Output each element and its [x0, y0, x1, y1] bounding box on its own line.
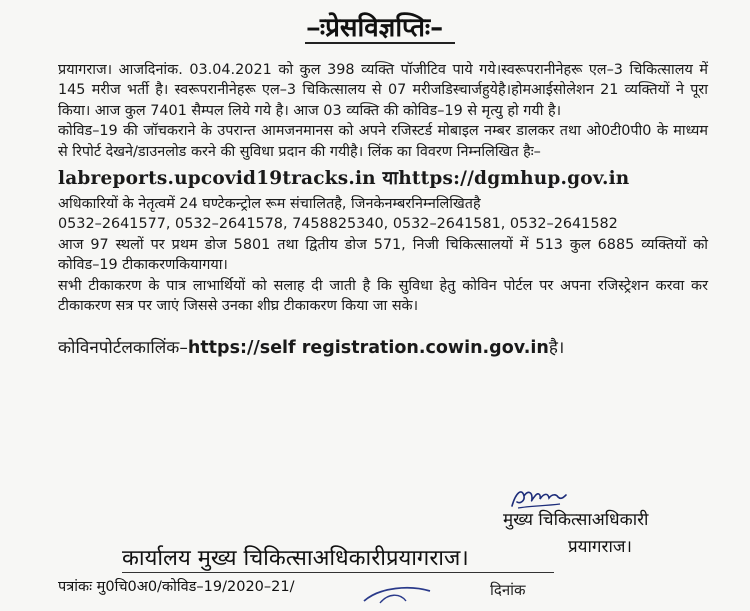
- signatory-title: मुख्य चिकित्साअधिकारी: [503, 510, 649, 530]
- reference-date-label: दिनांक: [490, 581, 526, 599]
- vaccination-stats-paragraph: आज 97 स्थलों पर प्रथम डोज 5801 तथा द्वितीय डोज 571, निजी चिकित्सालयों में 513 कुल 6885 व्यक्तियों को कोविड–19 टीकाकरणकियागया।: [58, 236, 708, 274]
- cowin-link[interactable]: https://self registration.cowin.gov.in: [187, 338, 549, 359]
- reference-line: [58, 576, 295, 596]
- ink-stamp-mark: [360, 581, 480, 611]
- cowin-link-suffix: है।: [548, 338, 565, 359]
- control-room-text: अधिकारियों के नेतृत्वमें 24 घण्टेकन्ट्रोल रूम संचालितहै, जिनकेनम्बरनिम्नलिखितहै: [58, 196, 481, 213]
- cowin-link-prefix: कोविनपोर्टलकालिंक–: [58, 338, 188, 359]
- cowin-link-line: [58, 336, 708, 360]
- press-release-heading: –ःप्रेसविज्ञप्तिः–: [306, 13, 444, 43]
- reference-label: पत्रांकः: [58, 579, 93, 595]
- dgmhup-link[interactable]: https://dgmhup.gov.in: [398, 168, 630, 190]
- report-download-paragraph: कोविड–19 की जॉचकराने के उपरान्त आमजनमानस को अपने रजिस्टर्ड मोबाइल नम्बर डालकर तथा ओ0टी0पी0 के माध्यम से रिपोर्ट देखने/डाउनलोड करने की सुविधा प्रदान की गयीहै। लिंक का विवरण निम्नलिखित हैः–: [58, 123, 708, 160]
- office-heading-underline: [122, 572, 554, 573]
- office-heading: कार्यालय मुख्य चिकित्साअधिकारीप्रयागराज।: [122, 546, 469, 571]
- labreports-link[interactable]: labreports.upcovid19tracks.in: [58, 168, 376, 190]
- link-connector: या: [375, 168, 399, 190]
- report-links-line: [58, 164, 708, 194]
- press-release-body: [58, 60, 708, 360]
- signatory-city: प्रयागराज।: [568, 537, 632, 557]
- reference-number: मु0चि0अ0/कोविड–19/2020–21/: [96, 579, 295, 595]
- registration-advice-paragraph: सभी टीकाकरण के पात्र लाभार्थियों को सलाह दी जाती है कि सुविधा हेतु कोविन पोर्टल पर अपना रजिस्ट्रेशन करवा कर टीकाकरण सत्र पर जाएं जिससे उनका शीघ्र टीकाकरण किया जा सके।: [58, 277, 708, 315]
- covid-status-paragraph: प्रयागराज। आजदिनांक. 03.04.2021 को कुल 398 व्यक्ति पॉजीटिव पाये गये।स्वरूपरानीनेहरू एल–3 चिकित्सालय में 145 मरीज भर्ती है। स्वरूपरानीनेहरू एल–3 चिकित्सालय से 07 मरीजडिस्चार्जहुयेहै।होमआईसोलेशन 21 व्यक्तियों ने पूरा किया। आज कुल 7401 सैम्पल लिये गये है। आज 03 व्यक्ति की कोविड–19 से मृत्यु हो गयी है।: [58, 62, 708, 119]
- heading-underline: [305, 42, 455, 44]
- control-room-phones: 0532–2641577, 0532–2641578, 7458825340, 0532–2641581, 0532–2641582: [58, 216, 618, 233]
